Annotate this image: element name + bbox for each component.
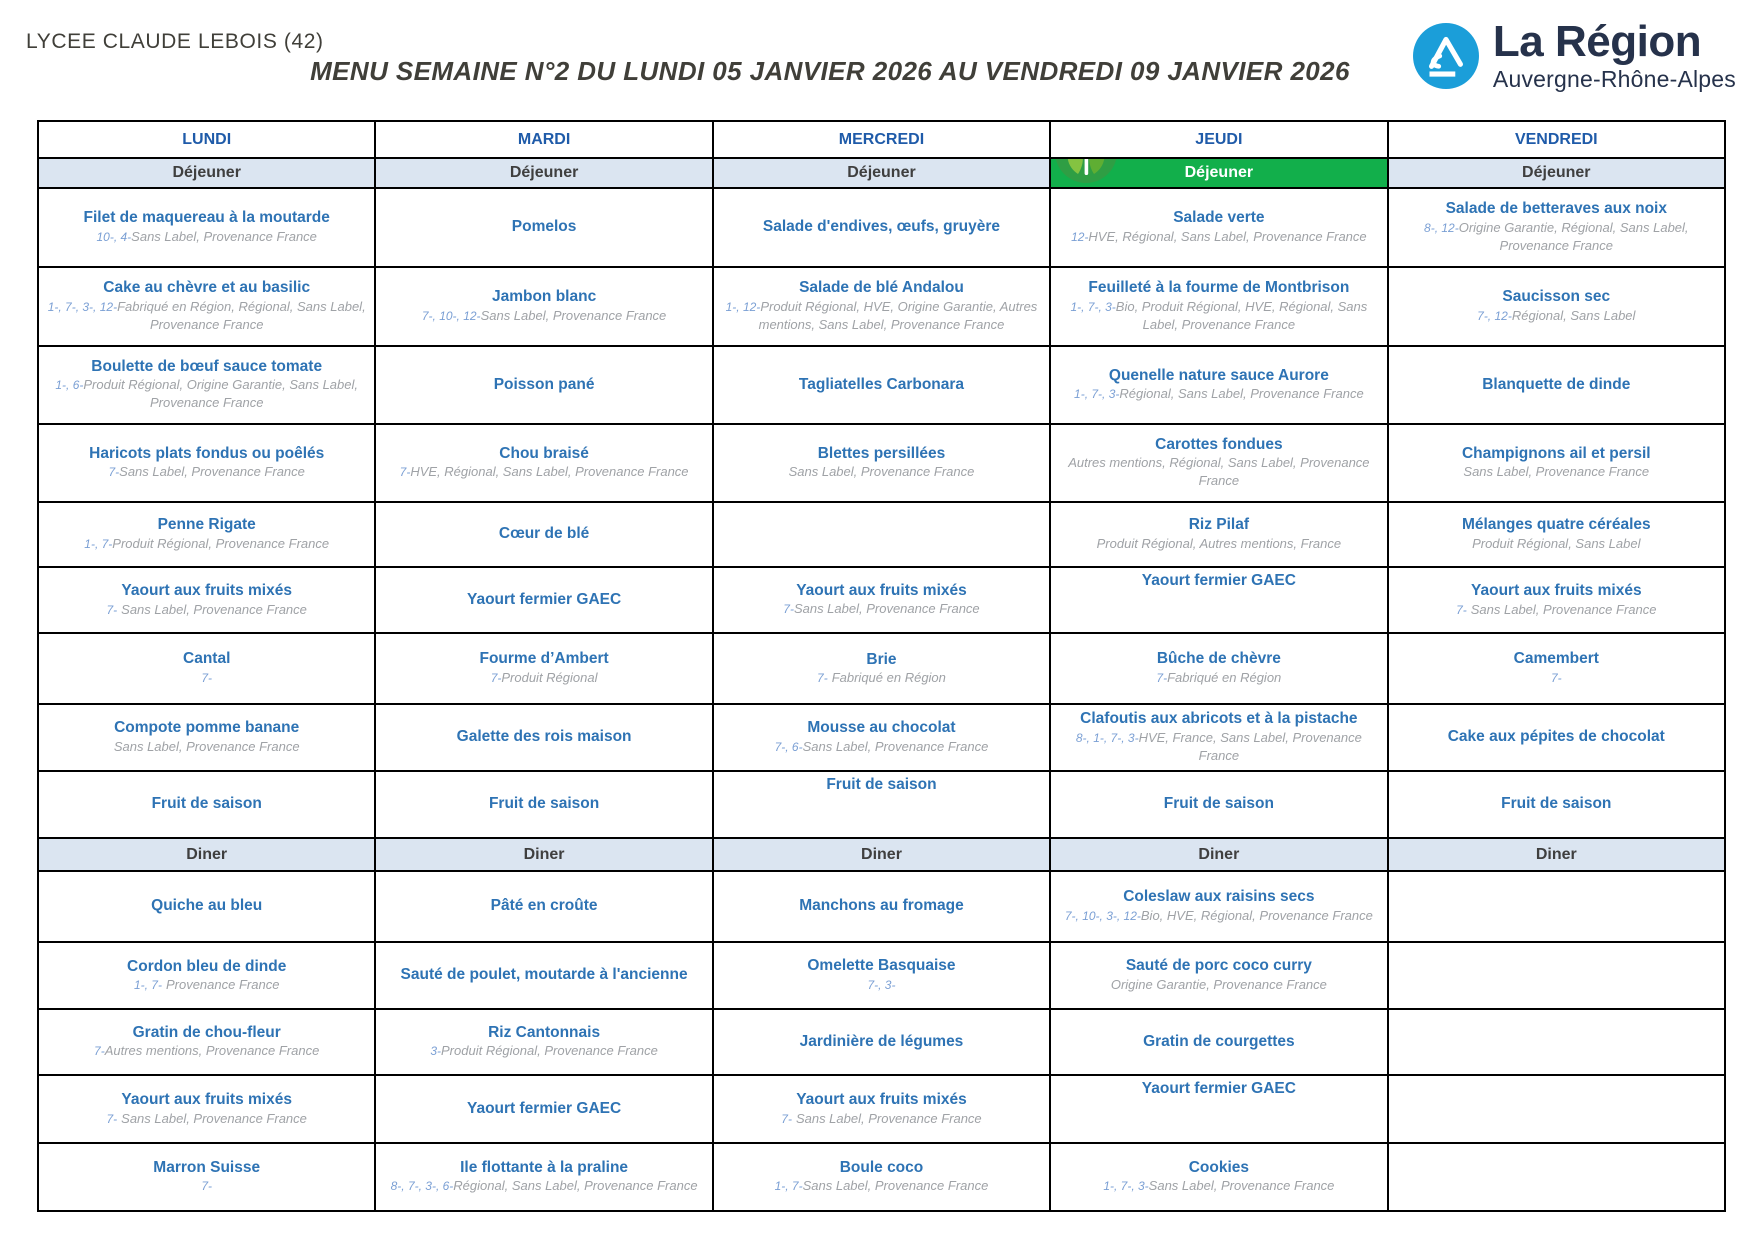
dish-allergens: 7-: [108, 465, 120, 480]
menu-row: [38, 267, 1725, 346]
dish-cell: [1050, 871, 1387, 942]
dish-allergens: 7-, 10-, 12-: [421, 308, 481, 323]
dish-name: Jardinière de légumes: [799, 1032, 964, 1050]
dish-labels: Sans Label, Provenance France: [1148, 1178, 1335, 1194]
fork-and-leaves-icon: [1054, 158, 1118, 184]
dish-cell: [713, 1143, 1050, 1211]
dish-name: Salade de blé Andalou: [799, 279, 964, 297]
dish-allergens: 1-, 12-: [725, 299, 761, 314]
dish-name: Yaourt fermier GAEC: [466, 590, 622, 608]
dish-labels: Fabriqué en Région: [831, 670, 946, 686]
dish-labels: Sans Label, Provenance France: [480, 307, 667, 323]
dish-cell: [375, 346, 712, 424]
dish-labels: Régional, Sans Label, Provenance France: [453, 1178, 698, 1194]
dish-cell: [375, 567, 712, 633]
dish-labels: Fabriqué en Région: [1167, 669, 1282, 685]
dish-cell: [1388, 424, 1725, 502]
dish-cell: [375, 424, 712, 502]
meal-header-label: Diner: [861, 845, 902, 863]
dish-name: Brie: [866, 650, 897, 668]
dish-cell: [375, 942, 712, 1009]
dish-labels: Origine Garantie, Régional, Sans Label, Provenance France: [1458, 219, 1689, 253]
dish-cell: [1050, 267, 1387, 346]
meal-header-label: Diner: [523, 845, 565, 863]
dish-name: Penne Rigate: [157, 516, 256, 534]
region-logo: [1413, 17, 1736, 92]
menu-row: [38, 704, 1725, 771]
dish-name: Fruit de saison: [1501, 795, 1612, 813]
meal-header-label: Déjeuner: [1522, 164, 1591, 181]
dish-cell: [1050, 1009, 1387, 1075]
dish-allergens: 7-: [1456, 602, 1467, 617]
dish-cell: [713, 871, 1050, 942]
dish-cell: [375, 267, 712, 346]
dish-allergens: 1-, 7-, 3-: [1070, 299, 1116, 314]
dish-cell: [1388, 633, 1725, 704]
dish-cell: [1050, 771, 1387, 838]
dish-cell: [38, 1009, 375, 1075]
dish-labels: Sans Label, Provenance France: [113, 738, 300, 754]
dish-labels: Sans Label, Provenance France: [121, 601, 307, 617]
dish-cell: [38, 633, 375, 704]
dish-cell: [1050, 346, 1387, 424]
day-header-vendredi: [1388, 121, 1725, 158]
dish-name: Ile flottante à la praline: [460, 1158, 629, 1176]
dish-name: Fruit de saison: [151, 795, 262, 813]
dish-allergens: 1-, 7-: [84, 536, 113, 551]
dish-allergens: 1-, 7-: [133, 978, 162, 993]
dish-labels: Produit Régional, HVE, Origine Garantie, Autres mentions, Sans Label, Provenance France: [758, 298, 1038, 332]
dish-name: Marron Suisse: [153, 1158, 261, 1176]
dish-name: Yaourt aux fruits mixés: [121, 1091, 292, 1109]
dish-cell: [375, 1009, 712, 1075]
dish-allergens: 3-: [430, 1044, 442, 1059]
dish-cell: [1388, 771, 1725, 838]
dish-name: Tagliatelles Carbonara: [798, 375, 965, 393]
menu-row: [38, 567, 1725, 633]
dish-allergens: 8-, 1-, 7-, 3-: [1075, 730, 1139, 745]
dish-name: Omelette Basquaise: [807, 957, 956, 975]
dish-cell: [375, 704, 712, 771]
dish-cell: [375, 771, 712, 838]
dish-allergens: 7-, 12-: [1477, 308, 1512, 323]
dish-cell: [38, 424, 375, 502]
dish-name: Gratin de courgettes: [1143, 1032, 1295, 1050]
menu-row: [38, 1009, 1725, 1075]
dish-cell: [1050, 1075, 1387, 1143]
dish-name: Cake au chèvre et au basilic: [103, 279, 311, 297]
dish-allergens: 10-, 4-: [96, 229, 132, 244]
dish-name: Poisson pané: [493, 375, 595, 393]
day-label: MARDI: [517, 130, 571, 148]
dish-cell: [713, 1075, 1050, 1143]
region-logo-text: [1492, 17, 1736, 92]
dish-cell: [1050, 424, 1387, 502]
dish-cell: [38, 771, 375, 838]
dish-name: Pomelos: [511, 218, 577, 236]
dish-allergens: 1-, 7-, 3-: [1074, 387, 1120, 402]
dish-cell: [1050, 633, 1387, 704]
dish-cell: [375, 1075, 712, 1143]
dish-cell: [1388, 502, 1725, 567]
dish-cell: [713, 1009, 1050, 1075]
dinner-header-vendredi: [1388, 838, 1725, 871]
dish-cell: [375, 502, 712, 567]
dish-name: Fruit de saison: [1163, 795, 1274, 813]
meal-header-label: Déjeuner: [847, 164, 916, 181]
dish-name: Compote pomme banane: [114, 719, 300, 737]
dish-labels: Produit Régional, Autres mentions, France: [1096, 535, 1342, 551]
day-label: JEUDI: [1195, 130, 1243, 148]
dish-name: Manchons au fromage: [799, 897, 964, 915]
dish-name: Chou braisé: [499, 444, 589, 462]
dish-cell: [713, 502, 1050, 567]
dish-name: Cake aux pépites de chocolat: [1447, 728, 1665, 746]
dish-allergens: 7-: [817, 671, 828, 686]
dish-name: Yaourt fermier GAEC: [1141, 1080, 1296, 1097]
school-name: LYCEE CLAUDE LEBOIS (42): [26, 30, 324, 53]
dish-name: Quiche au bleu: [151, 897, 263, 915]
dish-name: Filet de maquereau à la moutarde: [83, 209, 330, 227]
dinner-header-mardi: [375, 838, 712, 871]
dish-labels: Sans Label, Provenance France: [1463, 464, 1650, 480]
day-header-lundi: [38, 121, 375, 158]
dish-labels: Sans Label, Provenance France: [121, 1110, 307, 1126]
dish-cell: [38, 1143, 375, 1211]
dish-name: Gratin de chou-fleur: [132, 1023, 281, 1041]
dish-cell: [1050, 1143, 1387, 1211]
dish-name: Yaourt aux fruits mixés: [1471, 582, 1642, 600]
day-header-jeudi: [1050, 121, 1387, 158]
dish-cell: [38, 267, 375, 346]
dinner-header-lundi: [38, 838, 375, 871]
dish-allergens: 7-: [1550, 670, 1562, 685]
meal-header-label: Déjeuner: [1184, 164, 1254, 181]
day-label: VENDREDI: [1514, 130, 1598, 148]
lunch-header-mardi: [375, 158, 712, 188]
dish-cell: [713, 633, 1050, 704]
dish-name: Salade verte: [1173, 209, 1265, 227]
dish-cell: [375, 1143, 712, 1211]
dish-allergens: 7-: [106, 602, 118, 617]
menu-row: [38, 502, 1725, 567]
dish-cell: [1050, 704, 1387, 771]
dish-cell: [38, 188, 375, 267]
dish-allergens: 7-: [490, 670, 502, 685]
dish-cell: [375, 633, 712, 704]
menu-row: [38, 942, 1725, 1009]
dish-details: [722, 670, 1041, 686]
dinner-header-jeudi: [1050, 838, 1387, 871]
dish-allergens: 1-, 6-: [55, 378, 84, 393]
lunch-header-jeudi: [1050, 158, 1387, 188]
menu-row: [38, 424, 1725, 502]
dish-name: Yaourt aux fruits mixés: [121, 582, 292, 600]
dish-name: Mousse au chocolat: [807, 719, 956, 737]
dish-name: Yaourt fermier GAEC: [1141, 572, 1296, 589]
day-label: MERCREDI: [838, 130, 925, 148]
dish-allergens: 1-, 7-, 3-, 12-: [47, 299, 118, 314]
dish-name: Quenelle nature sauce Aurore: [1108, 366, 1329, 384]
dish-labels: Produit Régional, Sans Label: [1472, 535, 1641, 551]
dish-cell: [38, 1075, 375, 1143]
dish-name: Jambon blanc: [491, 288, 597, 306]
dish-name: Yaourt aux fruits mixés: [796, 1091, 967, 1109]
dish-allergens: 7-, 3-: [867, 977, 896, 992]
dish-cell: [1050, 502, 1387, 567]
menu-row: [38, 346, 1725, 424]
dish-allergens: 1-, 7-: [774, 1179, 803, 1194]
dish-details: [47, 1111, 366, 1127]
dish-labels: HVE, Régional, Sans Label, Provenance France: [1088, 228, 1367, 244]
dish-labels: Sans Label, Provenance France: [795, 1110, 982, 1126]
menu-row: [38, 633, 1725, 704]
dish-name: Haricots plats fondus ou poêlés: [89, 444, 325, 462]
dish-name: Cœur de blé: [498, 525, 590, 543]
mountain-logo-icon: [1413, 23, 1479, 89]
dish-labels: Bio, Produit Régional, HVE, Régional, Sans Label, Provenance France: [1115, 298, 1368, 332]
dish-name: Riz Pilaf: [1188, 516, 1250, 534]
dish-details: [1397, 602, 1716, 618]
dish-cell: [1388, 871, 1725, 942]
dish-name: Fruit de saison: [488, 795, 600, 813]
dish-labels: Produit Régional, Provenance France: [441, 1043, 658, 1059]
dish-labels: Sans Label, Provenance France: [1470, 601, 1657, 617]
dish-name: Salade de betteraves aux noix: [1445, 200, 1667, 218]
dinner-header-mercredi: [713, 838, 1050, 871]
dish-name: Sauté de poulet, moutarde à l'ancienne: [400, 966, 688, 984]
meal-header-label: Diner: [1198, 845, 1240, 863]
dish-labels: Produit Régional, Origine Garantie, Sans Label, Provenance France: [83, 377, 358, 411]
weekly-menu-table: [37, 120, 1726, 1212]
dish-allergens: 12-: [1071, 229, 1089, 244]
dish-cell: [375, 871, 712, 942]
dish-cell: [1050, 188, 1387, 267]
meal-header-label: Déjeuner: [509, 164, 579, 181]
dish-labels: Sans Label, Provenance France: [793, 601, 980, 617]
dish-allergens: 8-, 12-: [1424, 220, 1459, 235]
dish-cell: [1050, 567, 1387, 633]
dish-cell: [713, 942, 1050, 1009]
dish-cell: [1388, 1009, 1725, 1075]
dish-name: Fourme d’Ambert: [479, 650, 609, 668]
dish-cell: [1388, 942, 1725, 1009]
meal-header-label: Diner: [186, 845, 228, 863]
dish-cell: [1388, 1143, 1725, 1211]
dish-cell: [1388, 188, 1725, 267]
menu-row: [38, 188, 1725, 267]
dish-labels: Bio, HVE, Régional, Provenance France: [1140, 907, 1373, 923]
dish-details: [47, 602, 366, 618]
dish-name: Mélanges quatre céréales: [1461, 516, 1651, 534]
dish-cell: [38, 502, 375, 567]
dish-name: Blanquette de dinde: [1482, 375, 1631, 393]
dish-cell: [38, 942, 375, 1009]
region-brand: La Région: [1492, 17, 1702, 66]
dish-labels: Autres mentions, Régional, Sans Label, Provenance France: [1068, 455, 1370, 489]
dish-name: Yaourt aux fruits mixés: [796, 581, 967, 599]
menu-row: [38, 871, 1725, 942]
dish-name: Boule coco: [839, 1158, 924, 1176]
dish-cell: [1388, 267, 1725, 346]
dish-cell: [713, 567, 1050, 633]
menu-row: [38, 1143, 1725, 1211]
day-header-mardi: [375, 121, 712, 158]
dish-name: Champignons ail et persil: [1461, 444, 1651, 462]
dish-allergens: 7-, 6-: [774, 739, 803, 754]
meal-header-label: Diner: [1535, 845, 1577, 863]
dish-cell: [38, 567, 375, 633]
dish-labels: Produit Régional, Provenance France: [112, 535, 330, 551]
dish-cell: [713, 704, 1050, 771]
dish-cell: [713, 424, 1050, 502]
dish-cell: [38, 871, 375, 942]
dish-name: Galette des rois maison: [456, 728, 632, 746]
dish-name: Boulette de bœuf sauce tomate: [91, 357, 323, 375]
dish-allergens: 7-: [106, 1111, 118, 1126]
dish-name: Saucisson sec: [1502, 288, 1611, 306]
dish-labels: Provenance France: [165, 977, 280, 993]
dish-labels: Origine Garantie, Provenance France: [1110, 976, 1327, 992]
dish-details: [47, 977, 366, 993]
dish-cell: [1050, 942, 1387, 1009]
dish-cell: [375, 188, 712, 267]
dish-labels: HVE, France, Sans Label, Provenance France: [1138, 729, 1362, 763]
dish-name: Fruit de saison: [826, 776, 937, 793]
menu-week-title: MENU SEMAINE N°2 DU LUNDI 05 JANVIER 2026 AU VENDREDI 09 JANVIER 2026: [310, 56, 1350, 86]
dish-labels: Sans Label, Provenance France: [119, 464, 305, 480]
dish-allergens: 8-, 7-, 3-, 6-: [390, 1179, 454, 1194]
dish-name: Blettes persillées: [817, 444, 946, 462]
lunch-header-mercredi: [713, 158, 1050, 188]
dish-cell: [1388, 346, 1725, 424]
dish-name: Cordon bleu de dinde: [127, 957, 287, 975]
dish-labels: Sans Label, Provenance France: [131, 228, 317, 244]
lunch-header-lundi: [38, 158, 375, 188]
dish-name: Clafoutis aux abricots et à la pistache: [1080, 710, 1358, 728]
dish-name: Pâté en croûte: [490, 897, 598, 915]
dish-allergens: 7-: [201, 670, 213, 685]
dish-labels: Autres mentions, Provenance France: [104, 1043, 320, 1059]
dish-cell: [38, 346, 375, 424]
dish-allergens: 1-, 7-, 3-: [1103, 1179, 1149, 1194]
menu-row: [38, 838, 1725, 871]
dish-cell: [713, 771, 1050, 838]
dish-name: Cantal: [183, 650, 231, 668]
dish-allergens: 7-: [781, 1111, 792, 1126]
dish-cell: [713, 346, 1050, 424]
menu-row: [38, 158, 1725, 188]
menu-row: [38, 771, 1725, 838]
dish-cell: [713, 267, 1050, 346]
dish-labels: Régional, Sans Label, Provenance France: [1119, 386, 1364, 402]
menu-row: [38, 1075, 1725, 1143]
day-header-mercredi: [713, 121, 1050, 158]
dish-allergens: 7-: [399, 465, 411, 480]
dish-labels: Fabriqué en Région, Régional, Sans Label, Provenance France: [117, 298, 366, 332]
lunch-header-vendredi: [1388, 158, 1725, 188]
dish-labels: Sans Label, Provenance France: [788, 464, 975, 480]
dish-name: Cookies: [1188, 1158, 1250, 1176]
menu-table-body: [38, 121, 1725, 1211]
dish-cell: [38, 704, 375, 771]
dish-allergens: 7-: [94, 1044, 105, 1059]
dish-cell: [713, 188, 1050, 267]
dish-details: [722, 1111, 1041, 1127]
dish-cell: [1388, 567, 1725, 633]
menu-row: [38, 121, 1725, 158]
dish-labels: Sans Label, Provenance France: [802, 738, 989, 754]
meal-header-label: Déjeuner: [172, 164, 241, 181]
dish-name: Coleslaw aux raisins secs: [1123, 888, 1315, 906]
day-label: LUNDI: [182, 130, 232, 148]
dish-cell: [1388, 1075, 1725, 1143]
dish-name: Riz Cantonnais: [488, 1023, 601, 1041]
dish-cell: [1388, 704, 1725, 771]
dish-name: Salade d'endives, œufs, gruyère: [762, 218, 1001, 236]
dish-name: Bûche de chèvre: [1156, 650, 1281, 668]
dish-name: Camembert: [1513, 650, 1599, 668]
dish-labels: Régional, Sans Label: [1511, 307, 1636, 323]
dish-allergens: 7-, 10-, 3-, 12-: [1064, 908, 1141, 923]
dish-labels: Produit Régional: [501, 669, 598, 685]
dish-labels: HVE, Régional, Sans Label, Provenance France: [410, 464, 689, 480]
dish-allergens: 7-: [1156, 670, 1168, 685]
dish-allergens: 7-: [783, 602, 794, 617]
dish-name: Yaourt fermier GAEC: [466, 1099, 622, 1117]
dish-name: Feuilleté à la fourme de Montbrison: [1088, 279, 1350, 297]
dish-name: Sauté de porc coco curry: [1125, 957, 1312, 975]
dish-name: Carottes fondues: [1155, 435, 1283, 453]
region-subtitle: Auvergne-Rhône-Alpes: [1492, 66, 1736, 92]
dish-labels: Sans Label, Provenance France: [802, 1178, 989, 1194]
dish-allergens: 7-: [201, 1179, 213, 1194]
